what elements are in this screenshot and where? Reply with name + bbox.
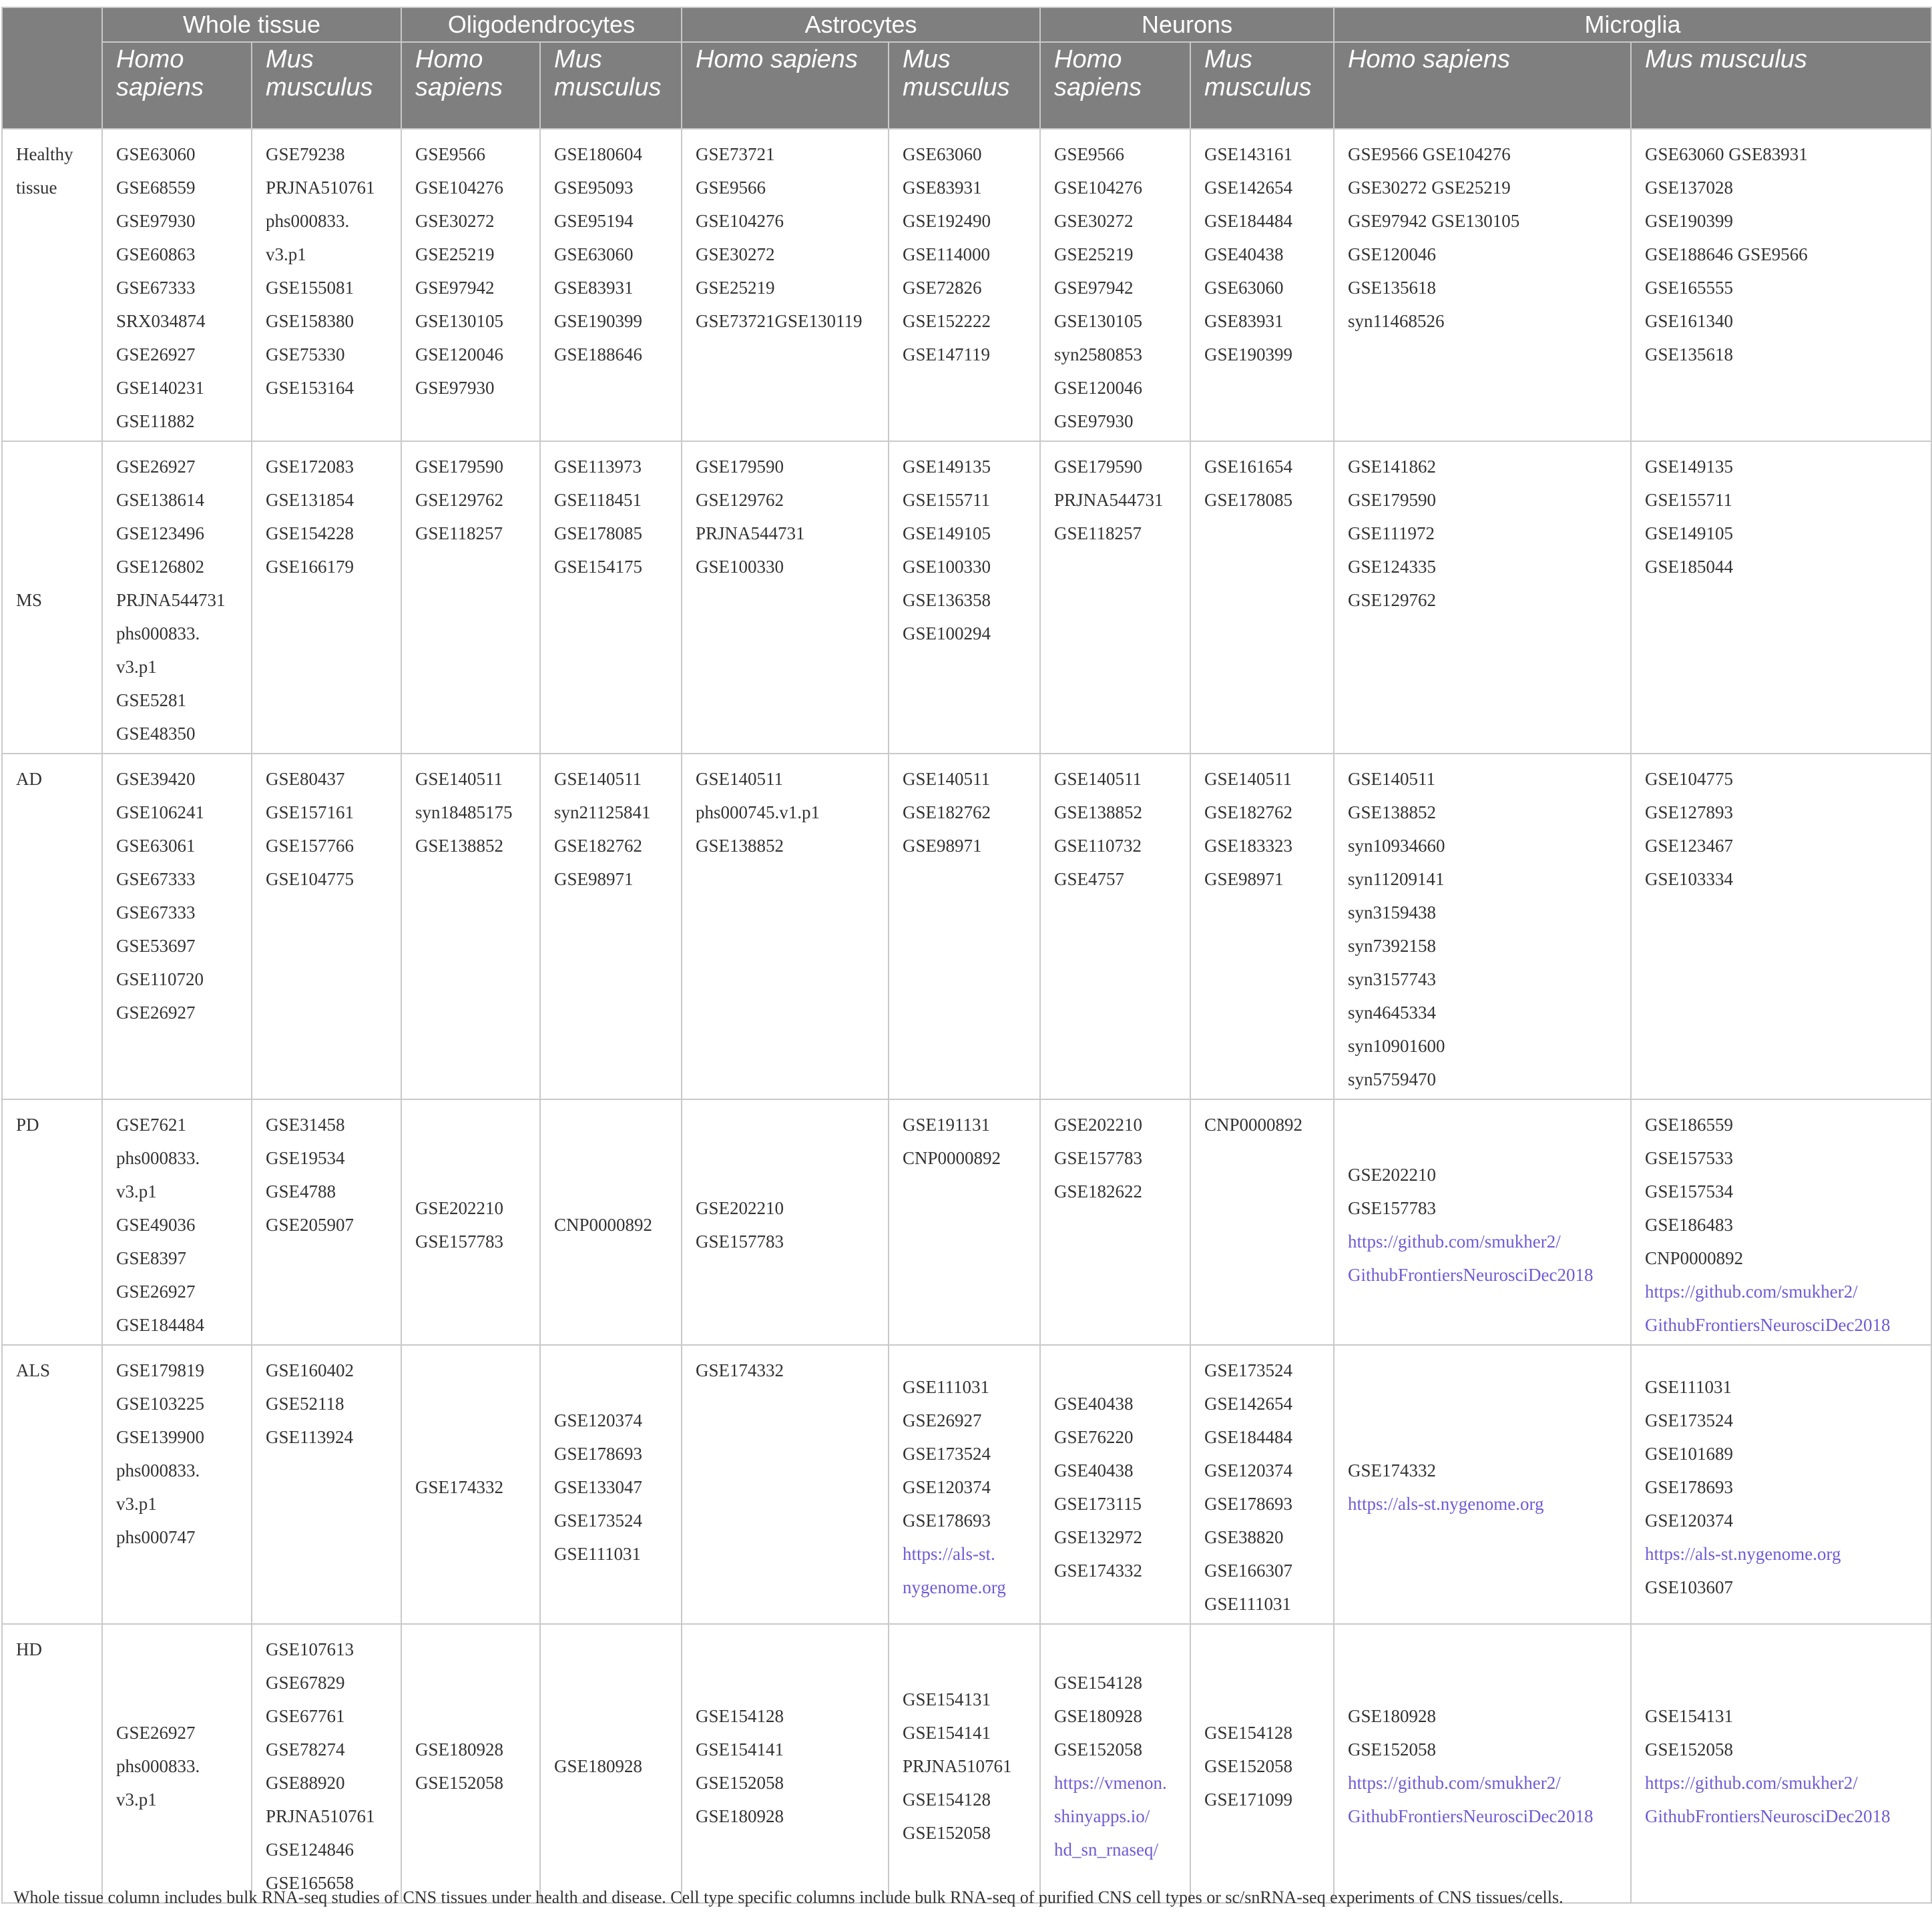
table-cell: GSE154128 GSE154141 GSE152058 GSE180928 bbox=[682, 1624, 889, 1903]
table-cell bbox=[1631, 1345, 1931, 1624]
table-footnote: Whole tissue column includes bulk RNA-seq studies of CNS tissues under health and disease. Cell type specific columns include bulk RNA-seq of purified CNS cell types or sc/snRNA-seq experiments of CNS tissues/cells. bbox=[13, 1888, 1563, 1907]
table-cell: GSE160402 GSE52118 GSE113924 bbox=[252, 1345, 401, 1624]
table-cell: GSE180928 GSE152058 bbox=[401, 1624, 540, 1903]
table-row-ad bbox=[2, 754, 1931, 1099]
table-cell bbox=[1334, 1624, 1631, 1903]
table-cell: GSE9566 GSE104276 GSE30272 GSE25219 GSE97942 GSE130105 syn2580853 GSE120046 GSE97930 bbox=[1040, 129, 1190, 441]
table-cell bbox=[1631, 1624, 1931, 1903]
table-cell: CNP0000892 bbox=[540, 1099, 682, 1345]
header-group-row bbox=[2, 7, 1931, 42]
table-cell: GSE154131 GSE154141 PRJNA510761 GSE154128 GSE152058 bbox=[889, 1624, 1040, 1903]
table-row-pd bbox=[2, 1099, 1931, 1345]
table-cell: GSE63060 GSE83931 GSE137028 GSE190399 GSE188646 GSE9566 GSE165555 GSE161340 GSE135618 bbox=[1631, 129, 1931, 441]
species-header: Homo sapiens bbox=[1040, 42, 1190, 129]
github-link[interactable]: https://github.com/smukher2/ GithubFrontiersNeurosciDec2018 bbox=[1348, 1231, 1594, 1285]
shinyapps-link[interactable]: https://vmenon. shinyapps.io/ hd_sn_rnaseq/ bbox=[1054, 1773, 1167, 1860]
species-header: Homo sapiens bbox=[682, 42, 889, 129]
table-cell: GSE172083 GSE131854 GSE154228 GSE166179 bbox=[252, 441, 401, 754]
table-row-healthy-tissue bbox=[2, 129, 1931, 441]
species-header: Mus musculus bbox=[889, 42, 1040, 129]
header-neurons: Neurons bbox=[1040, 7, 1334, 42]
table-cell: GSE141862 GSE179590 GSE111972 GSE124335 GSE129762 bbox=[1334, 441, 1631, 754]
dataset-table bbox=[1, 7, 1932, 1904]
table-cell: GSE179590 GSE129762 PRJNA544731 GSE100330 bbox=[682, 441, 889, 754]
table-cell: GSE140511 GSE138852 syn10934660 syn11209141 syn3159438 syn7392158 syn3157743 syn4645334 syn10901600 syn5759470 bbox=[1334, 754, 1631, 1099]
table-cell: GSE161654 GSE178085 bbox=[1190, 441, 1334, 754]
species-header: Mus musculus bbox=[540, 42, 682, 129]
table-cell: GSE173524 GSE142654 GSE184484 GSE120374 GSE178693 GSE38820 GSE166307 GSE111031 bbox=[1190, 1345, 1334, 1624]
table-cell: GSE179590 PRJNA544731 GSE118257 bbox=[1040, 441, 1190, 754]
table-cell: GSE149135 GSE155711 GSE149105 GSE100330 GSE136358 GSE100294 bbox=[889, 441, 1040, 754]
species-header: Mus musculus bbox=[252, 42, 401, 129]
species-header: Homo sapiens bbox=[1334, 42, 1631, 129]
cell-text: GSE180928 GSE152058 bbox=[1348, 1706, 1437, 1759]
github-link[interactable]: https://github.com/smukher2/ GithubFrontiersNeurosciDec2018 bbox=[1645, 1773, 1891, 1826]
cell-text: GSE174332 bbox=[1348, 1460, 1437, 1480]
table-cell bbox=[889, 1345, 1040, 1624]
table-cell bbox=[1334, 1345, 1631, 1624]
table-cell: GSE140511 GSE182762 GSE98971 bbox=[889, 754, 1040, 1099]
table-cell: GSE9566 GSE104276 GSE30272 GSE25219 GSE97942 GSE130105 GSE120046 GSE97930 bbox=[401, 129, 540, 441]
table-cell: GSE63060 GSE83931 GSE192490 GSE114000 GSE72826 GSE152222 GSE147119 bbox=[889, 129, 1040, 441]
table-cell: GSE63060 GSE68559 GSE97930 GSE60863 GSE67333 SRX034874 GSE26927 GSE140231 GSE11882 bbox=[102, 129, 252, 441]
row-label: AD bbox=[2, 754, 102, 1099]
table-cell bbox=[1040, 1624, 1190, 1903]
table-cell: GSE140511 phs000745.v1.p1 GSE138852 bbox=[682, 754, 889, 1099]
row-label: Healthy tissue bbox=[2, 129, 102, 441]
table-cell: GSE202210 GSE157783 bbox=[682, 1099, 889, 1345]
row-label: HD bbox=[2, 1624, 102, 1903]
github-link[interactable]: https://github.com/smukher2/ GithubFrontiersNeurosciDec2018 bbox=[1645, 1282, 1891, 1335]
github-link[interactable]: https://github.com/smukher2/ GithubFrontiersNeurosciDec2018 bbox=[1348, 1773, 1594, 1826]
species-header: Homo sapiens bbox=[401, 42, 540, 129]
table-row-hd bbox=[2, 1624, 1931, 1903]
table-cell: GSE39420 GSE106241 GSE63061 GSE67333 GSE67333 GSE53697 GSE110720 GSE26927 bbox=[102, 754, 252, 1099]
table-row-ms bbox=[2, 441, 1931, 754]
cell-text: GSE202210 GSE157783 bbox=[1348, 1165, 1437, 1218]
header-astrocytes: Astrocytes bbox=[682, 7, 1040, 42]
table-cell: GSE174332 bbox=[682, 1345, 889, 1624]
table-cell: GSE26927 GSE138614 GSE123496 GSE126802 PRJNA544731 phs000833. v3.p1 GSE5281 GSE48350 bbox=[102, 441, 252, 754]
species-header: Mus musculus bbox=[1190, 42, 1334, 129]
table-cell: GSE7621 phs000833. v3.p1 GSE49036 GSE8397 GSE26927 GSE184484 bbox=[102, 1099, 252, 1345]
table-cell: GSE31458 GSE19534 GSE4788 GSE205907 bbox=[252, 1099, 401, 1345]
header-microglia: Microglia bbox=[1334, 7, 1931, 42]
cell-text: GSE111031 GSE26927 GSE173524 GSE120374 GSE178693 bbox=[903, 1377, 991, 1531]
table-cell: GSE202210 GSE157783 bbox=[401, 1099, 540, 1345]
table-cell: GSE174332 bbox=[401, 1345, 540, 1624]
table-cell: GSE79238 PRJNA510761 phs000833. v3.p1 GSE155081 GSE158380 GSE75330 GSE153164 bbox=[252, 129, 401, 441]
table-cell: GSE73721 GSE9566 GSE104276 GSE30272 GSE25219 GSE73721GSE130119 bbox=[682, 129, 889, 441]
header-whole-tissue: Whole tissue bbox=[102, 7, 401, 42]
table-cell: GSE154128 GSE152058 GSE171099 bbox=[1190, 1624, 1334, 1903]
table-cell: GSE40438 GSE76220 GSE40438 GSE173115 GSE132972 GSE174332 bbox=[1040, 1345, 1190, 1624]
table-cell: GSE140511 GSE182762 GSE183323 GSE98971 bbox=[1190, 754, 1334, 1099]
cell-text: GSE103607 bbox=[1645, 1577, 1734, 1597]
table-cell bbox=[1334, 1099, 1631, 1345]
table-cell: GSE80437 GSE157161 GSE157766 GSE104775 bbox=[252, 754, 401, 1099]
row-label: ALS bbox=[2, 1345, 102, 1624]
table-row-als bbox=[2, 1345, 1931, 1624]
table-cell: GSE104775 GSE127893 GSE123467 GSE103334 bbox=[1631, 754, 1931, 1099]
table-cell: GSE149135 GSE155711 GSE149105 GSE185044 bbox=[1631, 441, 1931, 754]
cell-text: GSE111031 GSE173524 GSE101689 GSE178693 GSE120374 bbox=[1645, 1377, 1734, 1531]
table-cell bbox=[1631, 1099, 1931, 1345]
header-species-row bbox=[2, 42, 1931, 129]
cell-text: GSE154128 GSE180928 GSE152058 bbox=[1054, 1673, 1143, 1759]
table-cell: GSE113973 GSE118451 GSE178085 GSE154175 bbox=[540, 441, 682, 754]
als-st-link[interactable]: https://als-st.nygenome.org bbox=[1645, 1544, 1841, 1564]
table-cell: GSE180928 bbox=[540, 1624, 682, 1903]
cell-text: GSE154131 GSE152058 bbox=[1645, 1706, 1734, 1759]
table-cell: GSE143161 GSE142654 GSE184484 GSE40438 GSE63060 GSE83931 GSE190399 bbox=[1190, 129, 1334, 441]
header-oligodendrocytes: Oligodendrocytes bbox=[401, 7, 682, 42]
header-corner bbox=[2, 7, 102, 129]
row-label: PD bbox=[2, 1099, 102, 1345]
table-cell: GSE180604 GSE95093 GSE95194 GSE63060 GSE83931 GSE190399 GSE188646 bbox=[540, 129, 682, 441]
table-cell: GSE140511 syn21125841 GSE182762 GSE98971 bbox=[540, 754, 682, 1099]
table-cell: GSE191131 CNP0000892 bbox=[889, 1099, 1040, 1345]
table-cell: GSE26927 phs000833. v3.p1 bbox=[102, 1624, 252, 1903]
row-label: MS bbox=[2, 441, 102, 754]
table-cell: GSE179819 GSE103225 GSE139900 phs000833. v3.p1 phs000747 bbox=[102, 1345, 252, 1624]
table-cell: GSE179590 GSE129762 GSE118257 bbox=[401, 441, 540, 754]
species-header: Mus musculus bbox=[1631, 42, 1931, 129]
als-st-link[interactable]: https://als-st. nygenome.org bbox=[903, 1544, 1006, 1597]
table-cell: GSE107613 GSE67829 GSE67761 GSE78274 GSE88920 PRJNA510761 GSE124846 GSE165658 bbox=[252, 1624, 401, 1903]
als-st-link[interactable]: https://als-st.nygenome.org bbox=[1348, 1494, 1544, 1514]
table-cell: GSE120374 GSE178693 GSE133047 GSE173524 GSE111031 bbox=[540, 1345, 682, 1624]
table-cell: CNP0000892 bbox=[1190, 1099, 1334, 1345]
table-cell: GSE140511 GSE138852 GSE110732 GSE4757 bbox=[1040, 754, 1190, 1099]
table-cell: GSE9566 GSE104276 GSE30272 GSE25219 GSE97942 GSE130105 GSE120046 GSE135618 syn11468526 bbox=[1334, 129, 1631, 441]
table-cell: GSE140511 syn18485175 GSE138852 bbox=[401, 754, 540, 1099]
species-header: Homo sapiens bbox=[102, 42, 252, 129]
cell-text: GSE186559 GSE157533 GSE157534 GSE186483 CNP0000892 bbox=[1645, 1115, 1744, 1268]
table-cell: GSE202210 GSE157783 GSE182622 bbox=[1040, 1099, 1190, 1345]
